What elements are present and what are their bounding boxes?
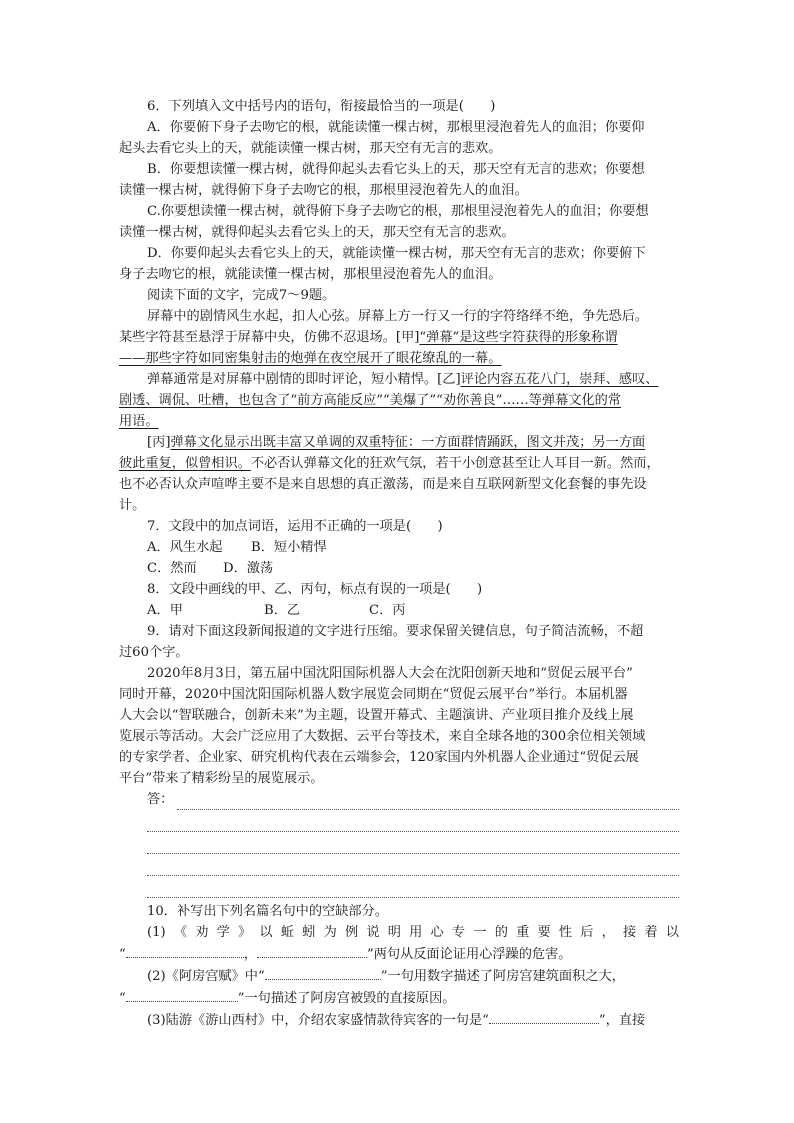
- q9-stem-line1: 9．请对下面这段新闻报道的文字进行压缩。要求保留关键信息，句子简洁流畅，不超: [147, 624, 644, 639]
- news-line6: 平台”带来了精彩纷呈的展览展示。: [119, 771, 324, 786]
- q7-option-b: B．短小精悍: [251, 540, 327, 555]
- q10-stem: 10．补写出下列名篇名句中的空缺部分。: [147, 904, 388, 919]
- passage-p3-line1: [147, 432, 679, 453]
- q6-option-d-line1: D．你要仰起头去看它头上的天，就能读懂一棵古树，那天空有无言的悲欢；你要俯下: [147, 246, 646, 261]
- answer-label: 答：: [147, 792, 174, 807]
- fill-blank-2[interactable]: [257, 943, 367, 958]
- passage-p3-line3: 也不必否认众声喧哗主要不是来自思想的真正激荡，而是来自互联网新型文化套餐的事先设: [119, 477, 647, 492]
- news-line2: 同时开幕，2020中国沈阳国际机器人数字展览会同期在“贸促云展平台”举行。本届机器: [119, 687, 628, 702]
- underlined-sentence-bing: 弹幕文化显示出既丰富又单调的双重特征：一方面群情踊跃，图文并茂；另一方面: [170, 435, 646, 450]
- passage-text: 某些字符甚至悬浮于屏幕中央，仿佛不忍退场。[甲]: [119, 330, 420, 345]
- q7-stem: 7．文段中的加点词语，运用不正确的一项是( ): [147, 519, 443, 534]
- q10-item1-line1: (1)《劝学》以蚯蚓为例说明用心专一的重要性后，接着以: [147, 925, 679, 940]
- q6-option-d-line2: 身子去吻它的根，就能读懂一棵古树，那根里浸泡着先人的血泪。: [119, 267, 502, 282]
- q7-option-c: C．然而: [147, 561, 197, 576]
- q7-options-row2: [147, 558, 679, 579]
- passage-p3-line2: [119, 453, 679, 474]
- passage-text: 不必否认弹幕文化的狂欢气氛，若干小创意甚至让人耳目一新。然而，: [250, 456, 660, 471]
- q6-stem: 6．下列填入文中括号内的语句，衔接最恰当的一项是( ): [147, 99, 496, 114]
- q6-option-c-line2: 读懂一棵古树，就得仰起头去看它头上的天，那天空有无言的悲欢。: [119, 225, 515, 240]
- fill-blank-3[interactable]: [265, 965, 381, 980]
- passage-p1-line3: ——那些字符如同密集射击的炮弹在夜空展开了眼花缭乱的一幕。: [119, 351, 502, 366]
- q7-option-d: D．激荡: [223, 561, 274, 576]
- q8-options-row: [147, 600, 679, 621]
- passage-p1-line1: 屏幕中的剧情风生水起，扣人心弦。屏幕上方一行又一行的字符络绎不绝，争先恐后。: [147, 309, 649, 324]
- passage-p2-line2: 剧透、调侃、吐槽，也包含了“前方高能反应”“美爆了”“劝你善良”……等弹幕文化的常: [119, 393, 622, 408]
- passage-text: [丙]: [147, 435, 171, 450]
- news-line1: 2020年8月3日，第五届中国沈阳国际机器人大会在沈阳创新天地和“贸促云展平台”: [147, 666, 633, 681]
- fill-blank-4[interactable]: [126, 987, 238, 1002]
- news-line5: 的专家学者、企业家、研究机构代表在云端参会，120家国内外机器人企业通过“贸促云展: [119, 750, 639, 765]
- fill-blank-5[interactable]: [489, 1009, 599, 1024]
- fill-blank-1[interactable]: [126, 943, 244, 958]
- q8-option-a: A．甲: [147, 603, 183, 618]
- q8-stem: 8．文段中画线的甲、乙、丙句，标点有误的一项是( ): [147, 582, 483, 597]
- q10-item2-tail: ”一句用数字描述了阿房宫建筑面积之大，: [380, 969, 625, 984]
- q10-item1-line2: [119, 943, 679, 965]
- answer-line[interactable]: [147, 832, 679, 854]
- underlined-sentence-jia: “弹幕”是这些字符获得的形象称谓: [419, 330, 618, 345]
- q10-item2-line2-tail: ”一句描述了阿房宫被毁的直接原因。: [237, 991, 456, 1006]
- q6-option-c-line1: C.你要想读懂一棵古树，就得俯下身子去吻它的根，那根里浸泡着先人的血泪；你要想: [147, 204, 649, 219]
- q10-item2-line2: [119, 987, 679, 1009]
- quote-mark: “: [119, 991, 126, 1006]
- q7-options-row1: [147, 537, 679, 558]
- quote-mark: “: [119, 947, 126, 962]
- q7-option-a: A．风生水起: [147, 540, 223, 555]
- q6-option-b-line1: B．你要想读懂一棵古树，就得仰起头去看它头上的天，那天空有无言的悲欢；你要想: [147, 162, 645, 177]
- news-line4: 览展示等活动。大会广泛应用了大数据、云平台等技术，来自全球各地的300余位相关领域: [119, 729, 646, 744]
- q10-item2-line1: [147, 965, 679, 987]
- q10-item3-line1: [147, 1009, 679, 1031]
- passage-p1-line2: [119, 327, 679, 348]
- q9-stem-line2: 过60个字。: [119, 645, 189, 660]
- answer-line[interactable]: [147, 876, 679, 898]
- answer-line[interactable]: [147, 854, 679, 876]
- passage-p2-line1: [147, 369, 679, 390]
- news-line3: 人大会以“智联融合，创新未来”为主题，设置开幕式、主题演讲、产业项目推介及线上展: [119, 708, 634, 723]
- passage-text: 弹幕通常是对屏幕中剧情的即时评论，短小精悍。[乙]: [147, 372, 461, 387]
- passage-p2-line3: 用语。: [119, 414, 159, 429]
- exam-page: [119, 96, 679, 1031]
- answer-line[interactable]: [177, 795, 679, 810]
- reading-intro: 阅读下面的文字，完成7～9题。: [147, 288, 336, 303]
- passage-p3-line4: 计。: [119, 498, 146, 513]
- comma: ，: [243, 947, 257, 962]
- q6-option-a-line1: A．你要俯下身子去吻它的根，就能读懂一棵古树，那根里浸泡着先人的血泪；你要仰: [147, 120, 645, 135]
- q6-option-a-line2: 起头去看它头上的天，就能读懂一棵古树，那天空有无言的悲欢。: [119, 141, 502, 156]
- q10-item3-head: (3)陆游《游山西村》中，介绍农家盛情款待宾客的一句是“: [147, 1013, 489, 1028]
- q8-option-c: C．丙: [369, 603, 406, 618]
- underlined-sentence-bing-cont: 彼此重复，似曾相识。: [119, 456, 251, 471]
- underlined-sentence-yi: 评论内容五花八门，崇拜、感叹、: [460, 372, 659, 387]
- answer-area-first-line: [147, 789, 679, 810]
- q10-item3-tail: ”，直接: [598, 1013, 646, 1028]
- q10-item1-tail: ”两句从反面论证用心浮躁的危害。: [366, 947, 572, 962]
- answer-line[interactable]: [147, 810, 679, 832]
- q6-option-b-line2: 读懂一棵古树，就得俯下身子去吻它的根，那根里浸泡着先人的血泪。: [119, 183, 528, 198]
- q10-item2-head: (2)《阿房宫赋》中“: [147, 969, 265, 984]
- q8-option-b: B．乙: [264, 603, 301, 618]
